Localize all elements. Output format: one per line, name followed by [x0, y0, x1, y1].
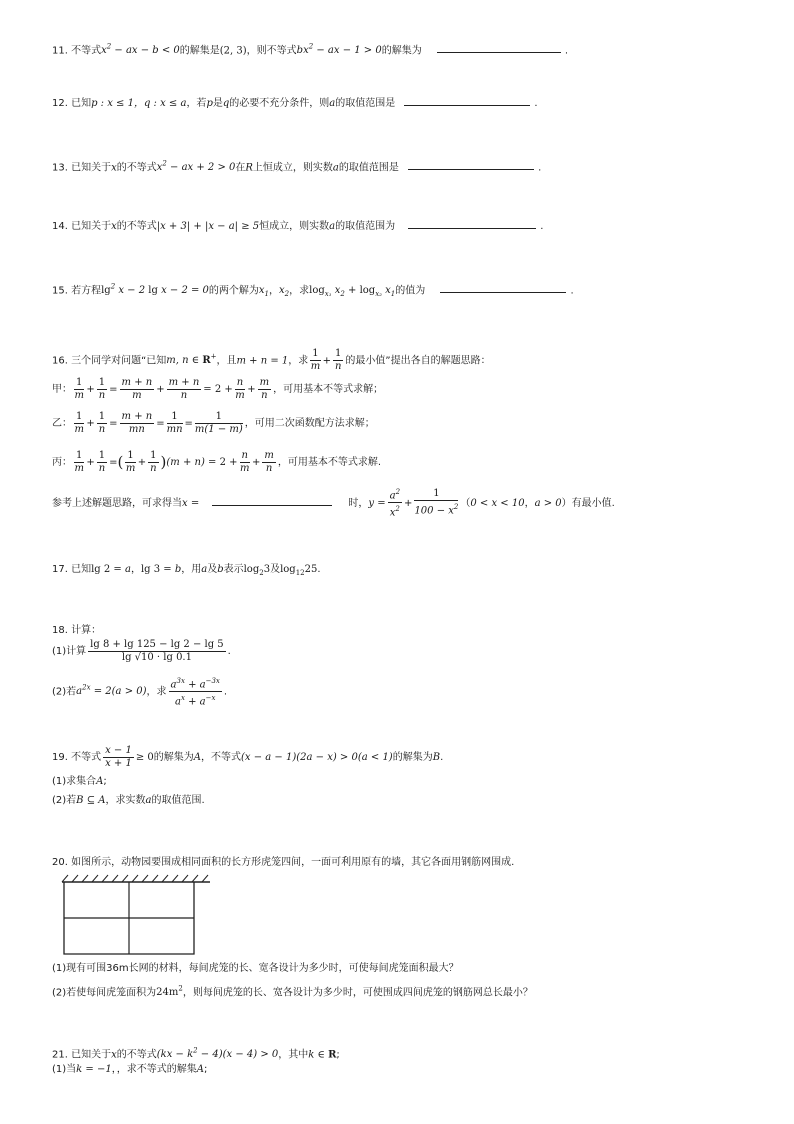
text: 恒成立，则实数 [259, 221, 330, 232]
answer-blank[interactable] [408, 218, 536, 229]
text: （ [460, 497, 471, 509]
text: 及 [270, 564, 281, 575]
text: ，则每间虎笼的长、宽各设计为多少时，可使围成四间虎笼的钢筋网总长最小？ [182, 987, 533, 999]
text: 表示 [223, 564, 244, 575]
math: k ∈ R [308, 1049, 337, 1061]
text: 时， [348, 497, 369, 509]
text: 在 [235, 162, 246, 174]
text: (2)若 [52, 686, 77, 698]
text: . [570, 285, 574, 297]
text: 若方程 [71, 285, 102, 297]
problem-17 [52, 563, 321, 580]
text: ，求 [146, 686, 167, 698]
problem-number: 15. [52, 285, 68, 297]
text: ， [524, 497, 535, 509]
fraction: $\frac{a^{3x} + a^{-3x}}{a^x + a^{-x}}$ [170, 676, 220, 708]
text: (1)计算 [52, 646, 87, 657]
math: B ⊆ A [76, 795, 106, 806]
problem-21: 21. 已知关于x的不等式$(kx - k^2 - 4)(x - 4) > 0$，其中k ∈ R; [52, 1047, 340, 1061]
text: (1)求集合 [52, 776, 97, 787]
math: k = −1 [76, 1064, 112, 1075]
text: 已知关于 [71, 1049, 112, 1061]
problem-18-part1: (1)计算 $\frac{\lg 8 + \lg 125 - \lg 2 - \lg 5}{\lg √10 \cdot \lg 0.1}$ . [52, 638, 231, 663]
answer-blank[interactable] [437, 42, 561, 53]
math: $x^2$ − ax − b < 0 [101, 43, 180, 57]
math: $bx^2$ − ax − 1 > 0 [296, 43, 382, 57]
area-value: $24m^2$ [156, 985, 183, 999]
math: a [145, 795, 152, 806]
problem-number: 14. [52, 221, 68, 232]
problem-14 [52, 218, 543, 234]
problem-20-part1 [52, 962, 459, 976]
problem-number: 16. [52, 355, 68, 367]
problem-number: 21. [52, 1049, 68, 1061]
answer-blank[interactable] [440, 282, 566, 293]
math: a [332, 162, 339, 174]
text: 如图所示，动物园要围成相同面积的长方形虎笼四间，一面可利用原有的墙，其它各面用钢筋网围成. [71, 857, 515, 868]
problem-18-part2: (2)若$a^{2x} = 2(a > 0)$，求 $\frac{a^{3x} + a^{-3x}}{a^x + a^{-x}}$ . [52, 676, 228, 708]
math: lg 3 = b [140, 564, 182, 575]
problem-19-part2 [52, 794, 205, 808]
text: (1)当 [52, 1064, 77, 1075]
math: y = [368, 497, 386, 509]
math: x [111, 221, 117, 232]
problem-number: 11. [52, 45, 68, 57]
text: . [534, 98, 538, 109]
problem-19: 19. 不等式 $\frac{x - 1}{x + 1}$ ≥ 0的解集为A，不等式(x − a − 1)(2a − x) > 0(a < 1)的解集为B. [52, 744, 444, 769]
fraction: $\frac{\lg 8 + \lg 125 - \lg 2 - \lg 5}{\lg √10 \cdot \lg 0.1}$ [90, 638, 224, 663]
text: 已知 [71, 564, 92, 575]
math: $x_2$ [279, 285, 290, 299]
math: x [111, 1049, 117, 1061]
math: $\log_{x_1} x_2 + \log_{x_2} x_1$ [309, 285, 396, 299]
text: ，求 [289, 285, 310, 297]
math: $(kx - k^2 - 4)(x - 4) > 0$ [156, 1047, 279, 1061]
math: a > 0 [534, 497, 562, 509]
text: 的取值范围是 [335, 98, 396, 109]
math: $\log_23$ [243, 564, 271, 577]
math: q [222, 98, 230, 109]
text: 的取值范围为 [335, 221, 396, 232]
answer-blank[interactable] [212, 495, 332, 506]
text: 计算： [71, 625, 102, 636]
text: 不等式 [71, 45, 102, 57]
math: (2, 3) [219, 45, 247, 57]
math: $\lg^2 x - 2$ lg x − 2 = 0 [101, 283, 209, 297]
problem-11 [52, 40, 568, 58]
text: ，若 [186, 98, 207, 109]
tiger-cage-figure [58, 872, 218, 962]
text: 的取值范围是 [338, 162, 399, 174]
math: p : x ≤ 1，q : x ≤ a [91, 98, 187, 109]
math: B [432, 752, 441, 763]
text: ， [269, 285, 280, 297]
text: 的解集为 [392, 752, 433, 763]
problem-15 [52, 280, 574, 301]
problem-12 [52, 95, 538, 111]
math: $x^2$ − ax + 2 > 0 [156, 160, 236, 174]
wall-hatching [62, 875, 208, 882]
problem-number: 17. [52, 564, 68, 575]
text: . [317, 564, 321, 575]
math: |x + 3| + |x − a| ≥ 5 [156, 221, 260, 232]
problem-16-question: 参考上述解题思路，可求得当x = 时，y = $\frac{a^2}{x^2}$ + $\frac{1}{100 - x^2}$ （0 < x < 10，a > 0）有最小值. [52, 488, 615, 519]
problem-16-intro: 16. 三个同学对问题“已知m, n ∈ R+，且m + n = 1，求 $\frac{1}{m}$ + $\frac{1}{n}$ 的最小值”提出各自的解题思路： [52, 347, 491, 372]
text: . [540, 221, 544, 232]
problem-19-part1: (1)求集合A; [52, 776, 107, 787]
text: ，求 [288, 355, 309, 367]
text: ，其中 [278, 1049, 309, 1061]
text: ，则不等式 [246, 45, 297, 57]
text: 上恒成立，则实数 [252, 162, 333, 174]
text: 的解集为 [153, 752, 194, 763]
text: 的不等式 [116, 162, 157, 174]
math: 0 < x < 10 [470, 497, 525, 509]
fraction: $\frac{1}{100 - x^2}$ [414, 488, 459, 517]
problem-number: 20. [52, 857, 68, 868]
text: ，不等式 [201, 752, 241, 763]
area-text: 24m [156, 987, 179, 999]
math: A [193, 752, 201, 763]
text: (2)若 [52, 795, 77, 806]
text: ）有最小值. [561, 497, 615, 509]
math: $a^{2x} = 2(a > 0)$ [76, 684, 147, 698]
text: 的最小值”提出各自的解题思路： [345, 355, 491, 367]
math: $\log_{12}25$ [280, 564, 318, 577]
text: ，可用基本不等式求解； [273, 384, 384, 395]
text: 是 [212, 98, 223, 109]
text: 的必要不充分条件，则 [229, 98, 330, 109]
math: m + n = 1 [236, 355, 289, 367]
solution-bing: 丙： $\frac{1}{m}$ + $\frac{1}{n}$ =( $\frac{1}{m}$ + $\frac{1}{n}$ )(m + n) = 2 + $\frac{n}{m}$ + $\frac{m}{n}$ ，可用基本不等式求解. [52, 449, 382, 474]
problem-20 [52, 856, 514, 870]
math: a [329, 221, 336, 232]
label: 乙： [52, 418, 72, 429]
math: m, n ∈ R+ [166, 353, 217, 367]
text: ，且 [216, 355, 237, 367]
text: 的两个解为 [208, 285, 259, 297]
text: 的解集为 [381, 45, 422, 57]
fraction: $\frac{1}{m}$ [310, 347, 321, 372]
text: . [538, 162, 542, 174]
problem-21-part1: (1)当k = −1，，求不等式的解集A; [52, 1064, 208, 1075]
text: . [564, 45, 569, 57]
text: (2)若使每间虎笼面积为 [52, 987, 157, 999]
text: 已知关于 [71, 221, 112, 232]
text: ， [130, 564, 141, 575]
label: 丙： [52, 457, 72, 468]
math: x = [182, 497, 200, 509]
math: b [217, 564, 224, 575]
text: ，可用基本不等式求解. [277, 457, 382, 468]
math: a [201, 564, 208, 575]
text: ，可用二次函数配方法求解； [244, 418, 375, 429]
math: x [111, 162, 117, 174]
problem-number: 19. [52, 752, 68, 763]
text: 已知 [71, 98, 92, 109]
text: 的值为 [395, 285, 426, 297]
fraction: $\frac{1}{n}$ [335, 347, 342, 372]
math: A [196, 1064, 204, 1075]
text: 的不等式 [116, 221, 157, 232]
text: 的取值范围. [151, 795, 205, 806]
answer-blank[interactable] [408, 159, 534, 170]
math: lg 2 = a [91, 564, 131, 575]
text: (1)现有可围36m长网的材料，每间虎笼的长、宽各设计为多少时，可使每间虎笼面积最大？ [52, 963, 459, 974]
text: 及 [207, 564, 218, 575]
math: R [245, 162, 253, 174]
text: 的不等式 [116, 1049, 157, 1061]
label: 甲： [52, 384, 72, 395]
text: 不等式 [71, 752, 102, 763]
problem-number: 18. [52, 625, 68, 636]
text: ，用 [181, 564, 202, 575]
problem-number: 12. [52, 98, 68, 109]
math: A [96, 776, 104, 787]
text: 三个同学对问题“已知 [71, 355, 167, 367]
solution-jia: 甲： $\frac{1}{m}$ + $\frac{1}{n}$ = $\frac{m + n}{m}$ + $\frac{m + n}{n}$ = 2 + $\frac{n}{m}$ + $\frac{m}{n}$ ，可用基本不等式求解； [52, 376, 384, 401]
text: 已知关于 [71, 162, 112, 174]
text: 的解集是 [179, 45, 220, 57]
fraction: $\frac{a^2}{x^2}$ [389, 488, 401, 519]
fraction: $\frac{x - 1}{x + 1}$ [105, 744, 132, 769]
text: ，求实数 [105, 795, 146, 806]
solution-yi: 乙： $\frac{1}{m}$ + $\frac{1}{n}$ = $\frac{m + n}{mn}$ = $\frac{1}{mn}$ = $\frac{1}{m(1 - m)}$ ，可用二次函数配方法求解； [52, 410, 375, 435]
math: a [329, 98, 336, 109]
answer-blank[interactable] [404, 95, 530, 106]
problem-number: 13. [52, 162, 68, 174]
problem-20-part2 [52, 982, 533, 1000]
text: 参考上述解题思路，可求得当 [52, 497, 182, 509]
problem-13 [52, 157, 541, 175]
math: (x − a − 1)(2a − x) > 0(a < 1) [241, 752, 393, 763]
problem-18-head [52, 624, 101, 638]
text: ，求不等式的解集 [116, 1064, 197, 1075]
math: $x_1$ [258, 285, 270, 299]
math: p [206, 98, 213, 109]
